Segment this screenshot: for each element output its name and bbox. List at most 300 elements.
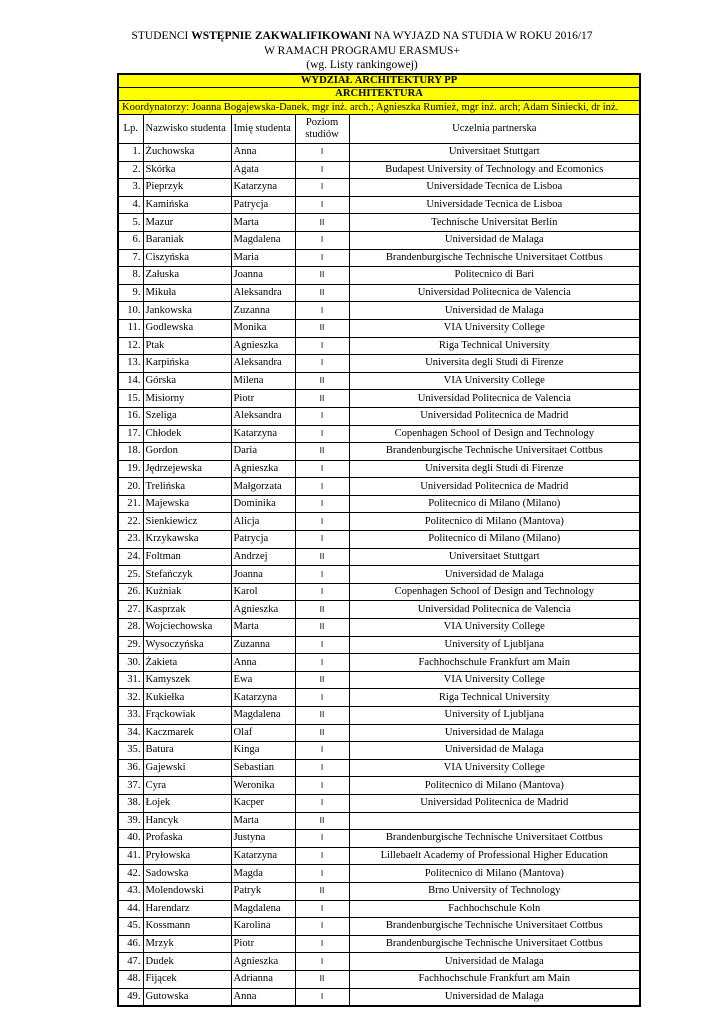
- student-name: Ewa: [231, 671, 295, 689]
- table-row: [118, 355, 640, 373]
- student-name: Anna: [231, 988, 295, 1006]
- study-level: II: [295, 671, 349, 689]
- row-number: 47.: [118, 953, 143, 971]
- student-surname: Harendarz: [143, 900, 231, 918]
- table-row: [118, 478, 640, 496]
- partner-university: Fachhochschule Frankfurt am Main: [349, 654, 640, 672]
- table-row: [118, 302, 640, 320]
- partner-university: Politecnico di Milano (Mantova): [349, 513, 640, 531]
- student-name: Adrianna: [231, 970, 295, 988]
- student-surname: Dudek: [143, 953, 231, 971]
- study-level: II: [295, 267, 349, 285]
- student-name: Agnieszka: [231, 337, 295, 355]
- row-number: 41.: [118, 847, 143, 865]
- study-level: II: [295, 970, 349, 988]
- student-name: Karolina: [231, 918, 295, 936]
- table-row: [118, 513, 640, 531]
- study-level: I: [295, 425, 349, 443]
- row-number: 9.: [118, 284, 143, 302]
- study-level: I: [295, 847, 349, 865]
- partner-university: VIA University College: [349, 671, 640, 689]
- partner-university: Budapest University of Technology and Ecomonics: [349, 161, 640, 179]
- table-row: [118, 372, 640, 390]
- table-row: [118, 900, 640, 918]
- student-surname: Załuska: [143, 267, 231, 285]
- student-name: Patrycja: [231, 531, 295, 549]
- partner-university: Universidad Politecnica de Madrid: [349, 407, 640, 425]
- student-name: Małgorzata: [231, 478, 295, 496]
- study-level: I: [295, 759, 349, 777]
- partner-university: Universidad Politecnica de Madrid: [349, 794, 640, 812]
- partner-university: Politecnico di Milano (Milano): [349, 531, 640, 549]
- study-level: I: [295, 355, 349, 373]
- student-surname: Kukiełka: [143, 689, 231, 707]
- student-surname: Trelińska: [143, 478, 231, 496]
- row-number: 1.: [118, 144, 143, 162]
- table-row: [118, 707, 640, 725]
- student-surname: Sadowska: [143, 865, 231, 883]
- student-surname: Jędrzejewska: [143, 460, 231, 478]
- row-number: 2.: [118, 161, 143, 179]
- study-level: I: [295, 495, 349, 513]
- student-name: Kacper: [231, 794, 295, 812]
- student-name: Magdalena: [231, 707, 295, 725]
- student-name: Alicja: [231, 513, 295, 531]
- table-row: [118, 777, 640, 795]
- study-level: I: [295, 742, 349, 760]
- student-surname: Godlewska: [143, 319, 231, 337]
- study-level: I: [295, 231, 349, 249]
- row-number: 42.: [118, 865, 143, 883]
- table-row: [118, 566, 640, 584]
- partner-university: Universidad de Malaga: [349, 742, 640, 760]
- table-row: [118, 583, 640, 601]
- student-surname: Żuchowska: [143, 144, 231, 162]
- partner-university: Politecnico di Milano (Mantova): [349, 865, 640, 883]
- study-level: I: [295, 478, 349, 496]
- partner-university: Brandenburgische Technische Universitaet Cottbus: [349, 935, 640, 953]
- table-row: [118, 882, 640, 900]
- table-row: [118, 935, 640, 953]
- partner-university: Universita degli Studi di Firenze: [349, 355, 640, 373]
- study-level: II: [295, 443, 349, 461]
- student-name: Anna: [231, 654, 295, 672]
- column-header-level: Poziom studiów: [295, 115, 349, 144]
- student-name: Olaf: [231, 724, 295, 742]
- study-level: II: [295, 812, 349, 830]
- student-name: Magda: [231, 865, 295, 883]
- student-surname: Mazur: [143, 214, 231, 232]
- student-surname: Chłodek: [143, 425, 231, 443]
- partner-university: Lillebaelt Academy of Professional Higher Education: [349, 847, 640, 865]
- table-row: [118, 407, 640, 425]
- header-title-line: [0, 29, 724, 44]
- student-surname: Mrzyk: [143, 935, 231, 953]
- student-surname: Fijącek: [143, 970, 231, 988]
- partner-university: Fachhochschule Koln: [349, 900, 640, 918]
- table-row: [118, 531, 640, 549]
- partner-university: VIA University College: [349, 372, 640, 390]
- student-surname: Krzykawska: [143, 531, 231, 549]
- row-number: 44.: [118, 900, 143, 918]
- student-surname: Kamyszek: [143, 671, 231, 689]
- coordinators-text: Koordynatorzy: Joanna Bogajewska-Danek, mgr inż. arch.; Agnieszka Rumież, mgr inż. arch; Adam Siniecki, dr inż.: [118, 101, 640, 115]
- study-level: II: [295, 214, 349, 232]
- partner-university: Universidad de Malaga: [349, 302, 640, 320]
- table-row: [118, 144, 640, 162]
- student-name: Andrzej: [231, 548, 295, 566]
- partner-university: Universitaet Stuttgart: [349, 144, 640, 162]
- row-number: 26.: [118, 583, 143, 601]
- partner-university: Universidad Politecnica de Valencia: [349, 601, 640, 619]
- study-level: I: [295, 953, 349, 971]
- row-number: 21.: [118, 495, 143, 513]
- student-name: Agnieszka: [231, 953, 295, 971]
- row-number: 13.: [118, 355, 143, 373]
- row-number: 15.: [118, 390, 143, 408]
- student-surname: Baraniak: [143, 231, 231, 249]
- row-number: 36.: [118, 759, 143, 777]
- table-row: [118, 970, 640, 988]
- student-surname: Ciszyńska: [143, 249, 231, 267]
- partner-university: Brandenburgische Technische Universitaet Cottbus: [349, 249, 640, 267]
- student-name: Dominika: [231, 495, 295, 513]
- student-name: Milena: [231, 372, 295, 390]
- column-header-university: Uczelnia partnerska: [349, 115, 640, 144]
- student-name: Aleksandra: [231, 407, 295, 425]
- student-surname: Żakieta: [143, 654, 231, 672]
- header-title-prefix: STUDENCI: [131, 30, 192, 42]
- study-level: I: [295, 566, 349, 584]
- student-surname: Majewska: [143, 495, 231, 513]
- study-level: I: [295, 531, 349, 549]
- study-level: I: [295, 161, 349, 179]
- student-name: Magdalena: [231, 900, 295, 918]
- student-surname: Kossmann: [143, 918, 231, 936]
- row-number: 39.: [118, 812, 143, 830]
- student-name: Anna: [231, 144, 295, 162]
- table-row: [118, 460, 640, 478]
- study-level: II: [295, 882, 349, 900]
- program-row: [118, 88, 640, 101]
- study-level: I: [295, 918, 349, 936]
- study-level: I: [295, 337, 349, 355]
- partner-university: VIA University College: [349, 759, 640, 777]
- student-name: Marta: [231, 214, 295, 232]
- student-name: Piotr: [231, 390, 295, 408]
- student-surname: Gordon: [143, 443, 231, 461]
- student-name: Aleksandra: [231, 355, 295, 373]
- row-number: 30.: [118, 654, 143, 672]
- row-number: 34.: [118, 724, 143, 742]
- row-number: 32.: [118, 689, 143, 707]
- student-surname: Profaska: [143, 830, 231, 848]
- row-number: 46.: [118, 935, 143, 953]
- partner-university: Universidad de Malaga: [349, 231, 640, 249]
- study-level: II: [295, 548, 349, 566]
- study-level: I: [295, 900, 349, 918]
- partner-university: Riga Technical University: [349, 689, 640, 707]
- row-number: 35.: [118, 742, 143, 760]
- student-name: Joanna: [231, 566, 295, 584]
- row-number: 5.: [118, 214, 143, 232]
- study-level: I: [295, 460, 349, 478]
- row-number: 20.: [118, 478, 143, 496]
- student-name: Magdalena: [231, 231, 295, 249]
- student-name: Joanna: [231, 267, 295, 285]
- row-number: 6.: [118, 231, 143, 249]
- study-level: II: [295, 372, 349, 390]
- student-name: Aleksandra: [231, 284, 295, 302]
- table-row: [118, 794, 640, 812]
- row-number: 25.: [118, 566, 143, 584]
- study-level: II: [295, 319, 349, 337]
- student-surname: Gajewski: [143, 759, 231, 777]
- row-number: 17.: [118, 425, 143, 443]
- row-number: 7.: [118, 249, 143, 267]
- row-number: 18.: [118, 443, 143, 461]
- students-table-body: [118, 74, 640, 1006]
- table-row: [118, 179, 640, 197]
- student-name: Marta: [231, 619, 295, 637]
- student-surname: Kuźniak: [143, 583, 231, 601]
- study-level: I: [295, 689, 349, 707]
- row-number: 8.: [118, 267, 143, 285]
- student-surname: Kamińska: [143, 196, 231, 214]
- partner-university: Universitaet Stuttgart: [349, 548, 640, 566]
- student-name: Sebastian: [231, 759, 295, 777]
- study-level: II: [295, 724, 349, 742]
- students-table: [117, 73, 641, 1007]
- partner-university: [349, 812, 640, 830]
- column-header-lp: Lp.: [118, 115, 143, 144]
- study-level: I: [295, 636, 349, 654]
- partner-university: Universidad Politecnica de Madrid: [349, 478, 640, 496]
- partner-university: Copenhagen School of Design and Technology: [349, 425, 640, 443]
- column-header-surname: Nazwisko studenta: [143, 115, 231, 144]
- partner-university: Copenhagen School of Design and Technology: [349, 583, 640, 601]
- student-name: Agnieszka: [231, 601, 295, 619]
- student-name: Patrycja: [231, 196, 295, 214]
- student-surname: Wysoczyńska: [143, 636, 231, 654]
- table-row: [118, 830, 640, 848]
- partner-university: Universidade Tecnica de Lisboa: [349, 179, 640, 197]
- student-surname: Kasprzak: [143, 601, 231, 619]
- study-level: I: [295, 179, 349, 197]
- partner-university: Universidade Tecnica de Lisboa: [349, 196, 640, 214]
- document-header: [0, 29, 724, 73]
- student-name: Katarzyna: [231, 689, 295, 707]
- partner-university: Universidad Politecnica de Valencia: [349, 284, 640, 302]
- row-number: 48.: [118, 970, 143, 988]
- study-level: I: [295, 935, 349, 953]
- table-row: [118, 671, 640, 689]
- row-number: 16.: [118, 407, 143, 425]
- row-number: 14.: [118, 372, 143, 390]
- table-row: [118, 495, 640, 513]
- partner-university: Universidad Politecnica de Valencia: [349, 390, 640, 408]
- row-number: 12.: [118, 337, 143, 355]
- header-ranking-note: (wg. Listy rankingowej): [306, 59, 418, 71]
- table-row: [118, 390, 640, 408]
- student-surname: Jankowska: [143, 302, 231, 320]
- student-name: Justyna: [231, 830, 295, 848]
- study-level: I: [295, 988, 349, 1006]
- table-row: [118, 619, 640, 637]
- partner-university: Technische Universitat Berlin: [349, 214, 640, 232]
- study-level: I: [295, 249, 349, 267]
- table-row: [118, 759, 640, 777]
- study-level: II: [295, 284, 349, 302]
- table-row: [118, 865, 640, 883]
- partner-university: Universidad de Malaga: [349, 566, 640, 584]
- table-row: [118, 812, 640, 830]
- column-header-name: Imię studenta: [231, 115, 295, 144]
- table-row: [118, 724, 640, 742]
- row-number: 45.: [118, 918, 143, 936]
- study-level: II: [295, 707, 349, 725]
- student-name: Piotr: [231, 935, 295, 953]
- student-name: Agata: [231, 161, 295, 179]
- student-name: Agnieszka: [231, 460, 295, 478]
- student-name: Weronika: [231, 777, 295, 795]
- study-level: I: [295, 302, 349, 320]
- row-number: 43.: [118, 882, 143, 900]
- student-name: Daria: [231, 443, 295, 461]
- table-row: [118, 249, 640, 267]
- student-surname: Gutowska: [143, 988, 231, 1006]
- student-surname: Pieprzyk: [143, 179, 231, 197]
- study-level: I: [295, 794, 349, 812]
- student-surname: Kaczmarek: [143, 724, 231, 742]
- table-row: [118, 337, 640, 355]
- row-number: 38.: [118, 794, 143, 812]
- partner-university: VIA University College: [349, 319, 640, 337]
- partner-university: Universidad de Malaga: [349, 724, 640, 742]
- table-row: [118, 689, 640, 707]
- table-row: [118, 161, 640, 179]
- row-number: 28.: [118, 619, 143, 637]
- student-surname: Stefańczyk: [143, 566, 231, 584]
- student-surname: Misiorny: [143, 390, 231, 408]
- row-number: 31.: [118, 671, 143, 689]
- table-row: [118, 319, 640, 337]
- program-name: ARCHITEKTURA: [118, 88, 640, 101]
- partner-university: University of Ljubljana: [349, 707, 640, 725]
- table-header-row: [118, 115, 640, 144]
- student-surname: Ptak: [143, 337, 231, 355]
- header-title-suffix: NA WYJAZD NA STUDIA W ROKU 2016/17: [371, 30, 593, 42]
- partner-university: Universidad de Malaga: [349, 953, 640, 971]
- student-surname: Sienkiewicz: [143, 513, 231, 531]
- partner-university: Brno University of Technology: [349, 882, 640, 900]
- header-title-bold: WSTĘPNIE ZAKWALIFIKOWANI: [191, 30, 372, 42]
- table-row: [118, 636, 640, 654]
- study-level: I: [295, 654, 349, 672]
- row-number: 24.: [118, 548, 143, 566]
- student-surname: Molendowski: [143, 882, 231, 900]
- row-number: 49.: [118, 988, 143, 1006]
- study-level: I: [295, 830, 349, 848]
- table-row: [118, 214, 640, 232]
- study-level: I: [295, 407, 349, 425]
- student-surname: Batura: [143, 742, 231, 760]
- study-level: I: [295, 196, 349, 214]
- row-number: 37.: [118, 777, 143, 795]
- partner-university: VIA University College: [349, 619, 640, 637]
- study-level: I: [295, 777, 349, 795]
- student-name: Monika: [231, 319, 295, 337]
- row-number: 23.: [118, 531, 143, 549]
- table-row: [118, 196, 640, 214]
- table-row: [118, 231, 640, 249]
- partner-university: Universita degli Studi di Firenze: [349, 460, 640, 478]
- partner-university: Politecnico di Bari: [349, 267, 640, 285]
- student-surname: Karpińska: [143, 355, 231, 373]
- coordinators-row: [118, 101, 640, 115]
- partner-university: Politecnico di Milano (Mantova): [349, 777, 640, 795]
- row-number: 40.: [118, 830, 143, 848]
- partner-university: Brandenburgische Technische Universitaet Cottbus: [349, 918, 640, 936]
- row-number: 10.: [118, 302, 143, 320]
- student-name: Patryk: [231, 882, 295, 900]
- student-name: Katarzyna: [231, 425, 295, 443]
- partner-university: Riga Technical University: [349, 337, 640, 355]
- header-program-line: W RAMACH PROGRAMU ERASMUS+: [264, 44, 460, 57]
- table-row: [118, 742, 640, 760]
- partner-university: Fachhochschule Frankfurt am Main: [349, 970, 640, 988]
- study-level: I: [295, 144, 349, 162]
- partner-university: Brandenburgische Technische Universitaet Cottbus: [349, 830, 640, 848]
- row-number: 3.: [118, 179, 143, 197]
- student-surname: Górska: [143, 372, 231, 390]
- student-surname: Foltman: [143, 548, 231, 566]
- student-surname: Pryłowska: [143, 847, 231, 865]
- study-level: I: [295, 865, 349, 883]
- faculty-name: WYDZIAŁ ARCHITEKTURY PP: [118, 74, 640, 88]
- student-name: Maria: [231, 249, 295, 267]
- row-number: 33.: [118, 707, 143, 725]
- student-surname: Hancyk: [143, 812, 231, 830]
- study-level: I: [295, 513, 349, 531]
- table-row: [118, 847, 640, 865]
- student-name: Zuzanna: [231, 636, 295, 654]
- student-surname: Frąckowiak: [143, 707, 231, 725]
- partner-university: Brandenburgische Technische Universitaet Cottbus: [349, 443, 640, 461]
- student-surname: Szeliga: [143, 407, 231, 425]
- row-number: 11.: [118, 319, 143, 337]
- row-number: 22.: [118, 513, 143, 531]
- table-row: [118, 953, 640, 971]
- row-number: 4.: [118, 196, 143, 214]
- study-level: II: [295, 390, 349, 408]
- student-surname: Mikuła: [143, 284, 231, 302]
- row-number: 29.: [118, 636, 143, 654]
- student-name: Kinga: [231, 742, 295, 760]
- table-row: [118, 443, 640, 461]
- study-level: I: [295, 583, 349, 601]
- study-level: II: [295, 601, 349, 619]
- partner-university: University of Ljubljana: [349, 636, 640, 654]
- row-number: 19.: [118, 460, 143, 478]
- student-name: Marta: [231, 812, 295, 830]
- table-row: [118, 601, 640, 619]
- student-surname: Skórka: [143, 161, 231, 179]
- partner-university: Politecnico di Milano (Milano): [349, 495, 640, 513]
- partner-university: Universidad de Malaga: [349, 988, 640, 1006]
- student-name: Katarzyna: [231, 847, 295, 865]
- row-number: 27.: [118, 601, 143, 619]
